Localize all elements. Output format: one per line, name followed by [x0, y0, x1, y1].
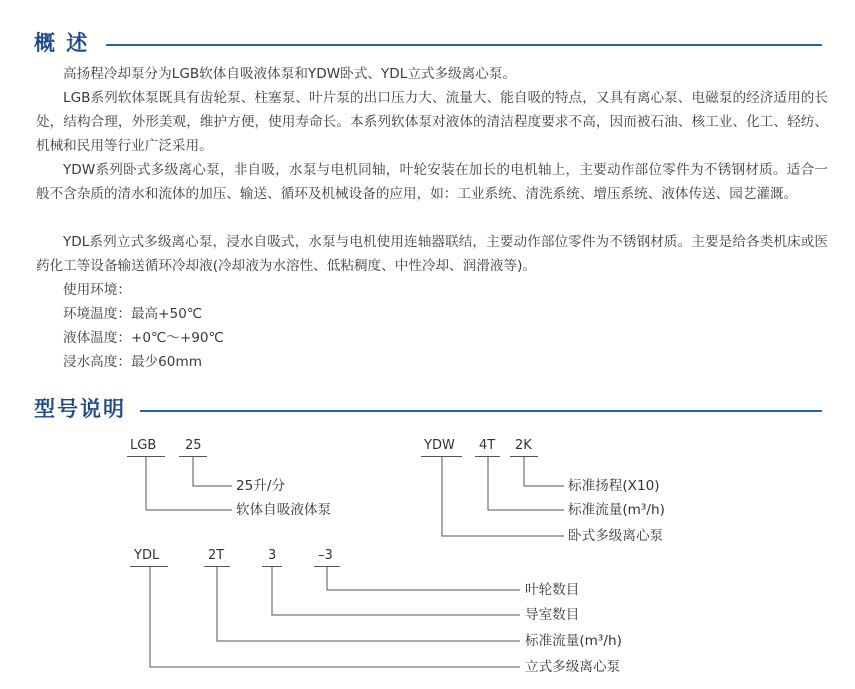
ydw-code-head: 2K: [515, 438, 532, 453]
ydl-desc-impellers: 叶轮数目: [525, 582, 580, 598]
ydw-desc-head: 标准扬程(X10): [568, 478, 660, 494]
ydw-code-series-underline: [421, 456, 462, 457]
ydw-connector-4t: [488, 456, 564, 510]
overview-paragraph-2: LGB系列软体泵既具有齿轮泵、柱塞泵、叶片泵的出口压力大、流量大、能自吸的特点，又具有离心泵、电磁泵的经济适用的长处，结构合理，外形美观，维护方便，使用寿命长。本系列软体泵对液体的清洁程度要求不高，因而被石油、核工业、化工、轻纺、机械和民用等行业广泛采用。: [36, 90, 828, 154]
ydw-connector-ydw: [442, 456, 564, 536]
ydl-code-flow: 2T: [208, 548, 225, 563]
lgb-desc-type: 软体自吸液体泵: [236, 502, 332, 518]
ydl-code-flow-underline: [204, 566, 230, 567]
overview-title: 概 述: [34, 31, 90, 55]
lgb-code-series-underline: [127, 456, 165, 457]
lgb-connector-lgb: [146, 456, 232, 510]
ydl-code-series-underline: [130, 566, 168, 567]
overview-paragraph-4: YDL系列立式多级离心泵，浸水自吸式，水泵与电机使用连轴器联结，主要动作部位零件为不锈钢材质。主要是给各类机床或医药化工等设备输送循环冷却液(冷却液为水溶性、低粘稠度、中性冷却、润滑液等)。: [36, 234, 828, 274]
ydl-connector-3b: [327, 566, 520, 590]
model-title: 型号说明: [34, 397, 126, 421]
overview-paragraph-3: YDW系列卧式多级离心泵，非自吸，水泵与电机同轴，叶轮安装在加长的电机轴上，主要动作部位零件为不锈钢材质。适合一般不含杂质的清水和流体的加压、输送、循环及机械设备的应用，如：工业系统、清洗系统、增压系统、液体传送、园艺灌溉。: [36, 162, 828, 202]
ydw-desc-flow: 标准流量(m³/h): [568, 502, 665, 518]
env-ambient-temp: 环境温度：最高+50℃: [63, 306, 203, 322]
ydl-code-impellers-underline: [314, 566, 340, 567]
ydw-code-series: YDW: [424, 438, 455, 453]
lgb-connector-25: [193, 456, 232, 486]
ydl-desc-flow: 标准流量(m³/h): [525, 633, 622, 649]
ydw-desc-type: 卧式多级离心泵: [568, 528, 664, 544]
ydl-connector-ydl: [150, 566, 520, 667]
overview-paragraph-1: 高扬程冷却泵分为LGB软体自吸液体泵和YDW卧式、YDL立式多级离心泵。: [63, 66, 517, 82]
ydw-code-flow: 4T: [479, 438, 496, 453]
ydl-desc-type: 立式多级离心泵: [525, 659, 621, 675]
lgb-desc-flow: 25升/分: [236, 478, 286, 494]
lgb-code-series: LGB: [130, 438, 157, 453]
env-immersion-depth: 浸水高度：最少60mm: [63, 354, 202, 370]
ydl-code-series: YDL: [134, 548, 160, 563]
ydw-code-flow-underline: [475, 456, 500, 457]
ydl-desc-stages: 导室数目: [525, 607, 580, 623]
lgb-code-flow: 25: [185, 438, 202, 453]
ydl-code-stages-underline: [262, 566, 282, 567]
ydl-connector-2t: [217, 566, 520, 641]
ydl-code-stages: 3: [268, 548, 277, 563]
env-liquid-temp: 液体温度：+0℃～+90℃: [63, 330, 224, 346]
lgb-code-flow-underline: [179, 456, 207, 457]
ydw-code-head-underline: [510, 456, 538, 457]
env-heading: 使用环境：: [63, 282, 131, 298]
ydw-connector-2k: [524, 456, 564, 486]
ydl-code-impellers: –3: [318, 548, 333, 563]
